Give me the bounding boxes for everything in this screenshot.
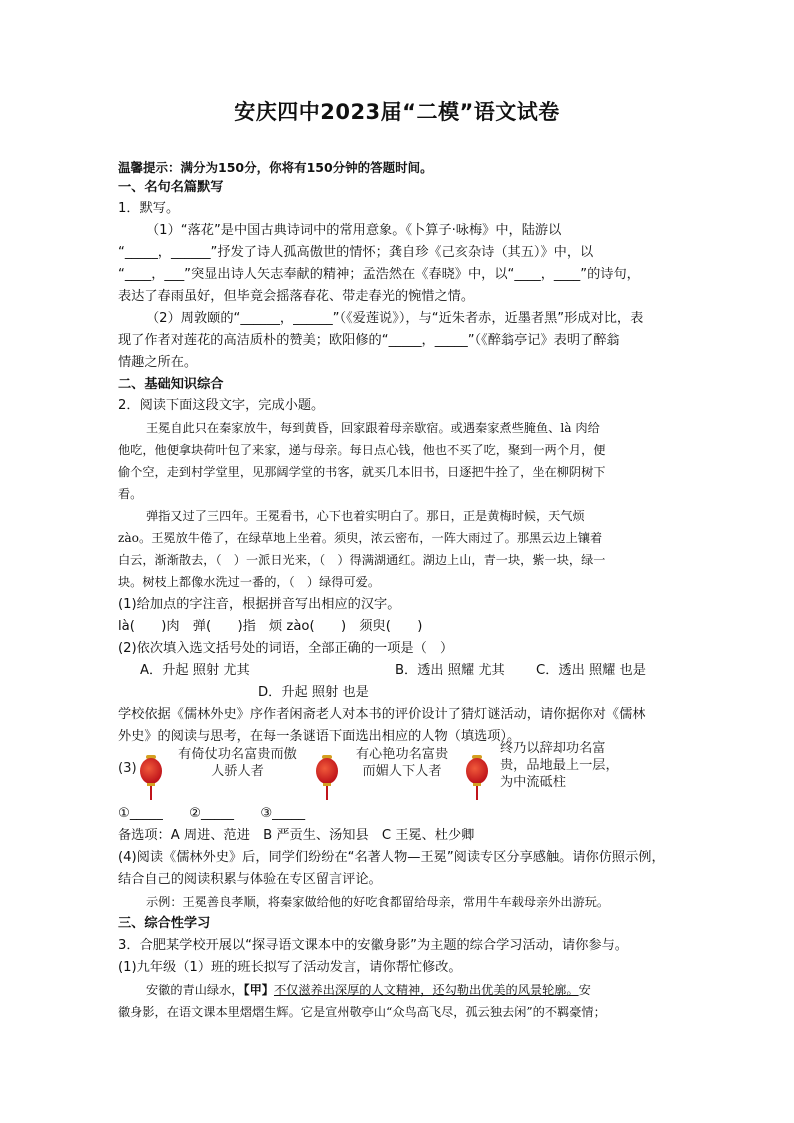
q3-heading: 3．合肥某学校开展以“探寻语文课本中的安徽身影”为主题的综合学习活动，请你参与。	[118, 938, 628, 953]
riddle-1: 有倚仗功名富贵而傲 人骄人者	[178, 747, 297, 779]
option-c: C．透出 照耀 也是	[536, 663, 646, 678]
section-heading-3: 三、综合性学习	[118, 916, 211, 931]
example-text: 示例：王冕善良孝顺，将秦家做给他的好吃食都留给母亲，常用牛车载母亲外出游玩。	[146, 895, 610, 909]
q2-sub2: (2)依次填入选文括号处的词语，全部正确的一项是（ ）	[118, 641, 454, 656]
q2-sub3-label: (3)	[118, 761, 137, 776]
section-heading-2: 二、基础知识综合	[118, 377, 224, 392]
q1-heading: 1．默写。	[118, 201, 180, 216]
q1-line: （2）周敦颐的“______，______”（《爱莲说》），与“近朱者赤，近墨者黑”形成对比，表	[146, 311, 644, 326]
mark-jia: 【甲】	[243, 983, 274, 997]
q3-passage-line: 安徽的青山绿水，【甲】不仅滋养出深厚的人文精神，还勾勒出优美的风景轮廓。安	[146, 983, 591, 997]
riddle-3: 终乃以辞却功名富 贵，品地最上一层， 为中流砥柱	[500, 741, 619, 790]
q2-intro: 学校依据《儒林外史》序作者闲斋老人对本书的评价设计了猜灯谜活动，请你据你对《儒林	[118, 707, 646, 722]
riddle-2: 有心艳功名富贵 而媚人下人者	[355, 747, 449, 779]
q3-sub1: (1)九年级（1）班的班长拟写了活动发言，请你帮忙修改。	[118, 960, 462, 975]
passage-line: 看。	[118, 487, 143, 501]
lantern-icon	[140, 752, 162, 800]
passage-line: 块。树枝上都像水洗过一番的，（ ）绿得可爱。	[118, 575, 381, 589]
passage-line: zào。王冕放牛倦了，在绿草地上坐着。须臾，浓云密布，一阵大雨过了。那黑云边上镶着	[118, 531, 603, 545]
q1-line: （1）“落花”是中国古典诗词中的常用意象。《卜算子·咏梅》中，陆游以	[146, 223, 562, 238]
lantern-riddles	[118, 741, 678, 812]
q2-sub1: (1)给加点的字注音，根据拼音写出相应的汉字。	[118, 597, 401, 612]
section-heading-1: 一、名句名篇默写	[118, 180, 224, 195]
underlined-sentence: 不仅滋养出深厚的人文精神，还勾勒出优美的风景轮廓。	[273, 983, 579, 997]
q2-heading: 2．阅读下面这段文字，完成小题。	[118, 398, 325, 413]
q2-intro: 外史》的阅读与思考，在每一条谜语下面选出相应的人物（填选项）。	[118, 729, 521, 744]
passage-line: 弹指又过了三四年。王冕看书，心下也着实明白了。那日，正是黄梅时候，天气烦	[146, 509, 585, 523]
page-title: 安庆四中2023届“二模”语文试卷	[234, 100, 560, 124]
lantern-icon	[316, 752, 338, 800]
lantern-icon	[466, 752, 488, 800]
q1-line: “_____，______”抒发了诗人孤高傲世的情怀；龚自珍《己亥杂诗（其五）》中，以	[118, 245, 594, 260]
q1-line: 情趣之所在。	[118, 355, 198, 370]
q1-line: “____，___”突显出诗人矢志奉献的精神；孟浩然在《春晓》中，以“____，____”的诗句，	[118, 267, 640, 282]
passage-line: 白云，渐渐散去，（ ）一派日光来，（ ）得满湖通红。湖边上山，青一块，紫一块，绿一	[118, 553, 606, 567]
answer-blanks: ①_____ ②_____ ③_____	[118, 806, 306, 821]
q2-sub4: (4)阅读《儒林外史》后，同学们纷纷在“名著人物—王冕”阅读专区分享感触。请你仿照示例，	[118, 850, 665, 865]
q3-passage-line: 徽身影，在语文课本里熠熠生辉。它是宣州敬亭山“众鸟高飞尽，孤云独去闲”的不羁豪情；	[118, 1005, 606, 1019]
passage-line: 偷个空，走到村学堂里，见那阔学堂的书客，就买几本旧书，日逐把牛拴了，坐在柳阴树下	[118, 465, 606, 479]
passage-line: 王冕自此只在秦家放牛，每到黄昏，回家跟着母亲歇宿。或遇秦家煮些腌鱼、là 肉给	[146, 421, 600, 435]
notice: 温馨提示：满分为150分，你将有150分钟的答题时间。	[118, 160, 433, 175]
q2-sub4: 结合自己的阅读积累与体验在专区留言评论。	[118, 872, 382, 887]
q1-line: 现了作者对莲花的高洁质朴的赞美；欧阳修的“_____，_____”（《醉翁亭记》表明了醉翁	[118, 333, 620, 348]
q1-line: 表达了春雨虽好，但毕竟会摇落春花、带走春光的惋惜之情。	[118, 289, 475, 304]
answer-choices: 备选项：A 周进、范进 B 严贡生、汤知县 C 王冕、杜少卿	[118, 828, 475, 843]
q2-sub1-blanks: là( )肉 弹( )指 烦 zào( ) 须臾( )	[118, 619, 423, 634]
option-d: D．升起 照射 也是	[258, 685, 369, 700]
option-a: A．升起 照射 尤其	[140, 663, 250, 678]
option-b: B．透出 照耀 尤其	[395, 663, 505, 678]
passage-line: 他吃，他便拿块荷叶包了来家，递与母亲。每日点心钱，他也不买了吃，聚到一两个月，便	[118, 443, 606, 457]
